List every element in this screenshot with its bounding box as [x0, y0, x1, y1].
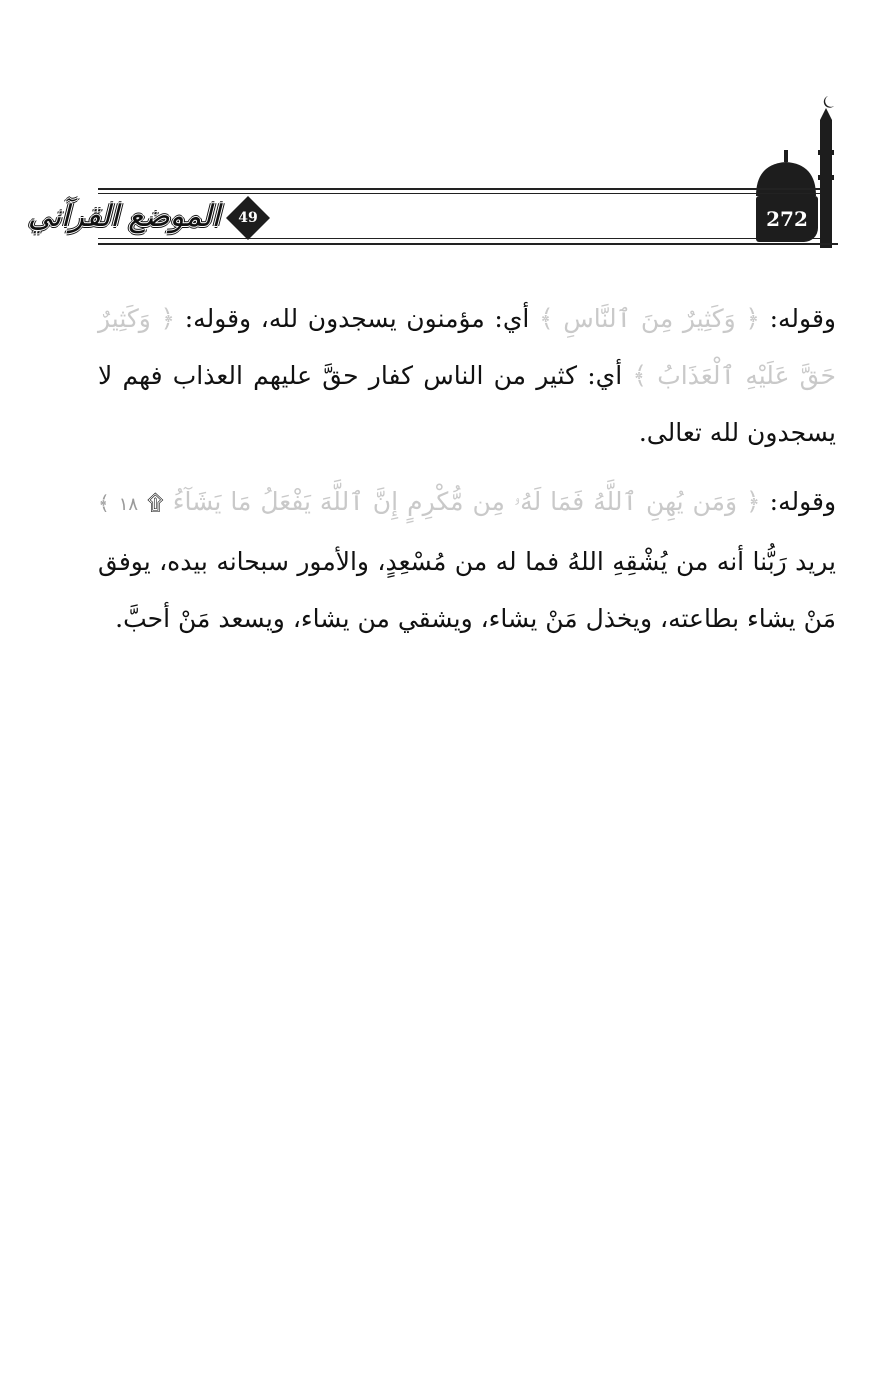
page-body [98, 290, 836, 659]
header-rule-bottom [98, 243, 838, 245]
ayah-number: ١٨ [118, 494, 139, 515]
quran-closing-bracket: ﴾ [98, 491, 110, 515]
intro-word: وقوله: [769, 304, 836, 333]
commentary-text: أي: مؤمنون يسجدون لله، وقوله: [184, 304, 530, 333]
paragraph-2 [98, 473, 836, 647]
page-number: 272 [756, 196, 818, 242]
paragraph-1 [98, 290, 836, 461]
quran-quote: ﴿ وَكَثِيرٌ مِنَ ٱلنَّاسِ ﴾ [539, 304, 760, 333]
quran-quote: ﴿ وَكَثِيرٌ حَقَّ عَلَيْهِ ٱلْعَذَابُ ﴾ [98, 304, 836, 390]
book-title-logo: الموضع القرآني [27, 199, 220, 234]
chapter-number: 49 [238, 210, 258, 226]
quran-quote: ﴿ وَمَن يُهِنِ ٱللَّهُ فَمَا لَهُۥ مِن مُّكْرِمٍ إِنَّ ٱللَّهَ يَفْعَلُ مَا يَشَآءُ [172, 487, 761, 516]
page-header [0, 0, 878, 260]
sajda-mark-icon: ۩ [147, 491, 164, 516]
intro-word: وقوله: [769, 487, 837, 516]
commentary-text: أي: كثير من الناس كفار حقَّ عليهم العذاب فهم لا يسجدون لله تعالى. [98, 361, 836, 447]
header-rule-top [98, 188, 820, 190]
commentary-text: يريد رَبُّنا أنه من يُشْقِهِ اللهُ فما له من مُسْعِدٍ، والأمور سبحانه بيده، يوفق مَنْ يشاء بطاعته، ويخذل مَنْ يشاء، ويشقي من يشاء، ويسعد مَنْ أحبَّ. [98, 547, 836, 633]
